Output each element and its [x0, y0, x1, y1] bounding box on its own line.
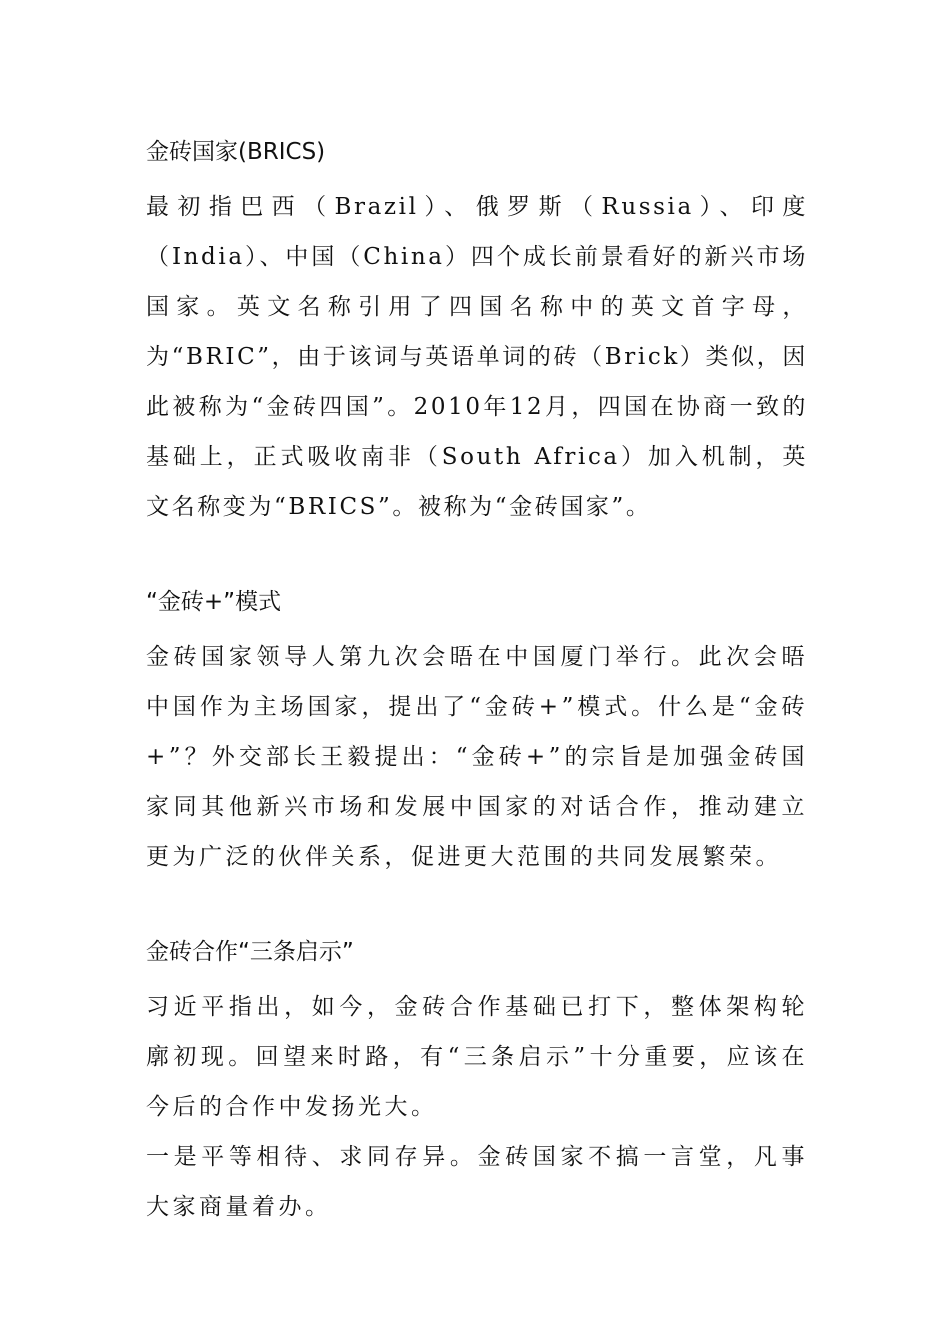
document-page: [146, 132, 808, 1232]
paragraph: 一是平等相待、求同存异。金砖国家不搞一言堂，凡事大家商量着办。: [146, 1144, 808, 1220]
section-heading: 金砖国家(BRICS): [146, 139, 326, 165]
section-brics-plus: [146, 582, 808, 882]
paragraph: 最初指巴西（Brazil）、俄罗斯（Russia）、印度（India）、中国（China）四个成长前景看好的新兴市场国家。英文名称引用了四国名称中的英文首字母，为“BRIC”，由于该词与英语单词的砖（Brick）类似，因此被称为“金砖四国”。2010年12月，四国在协商一致的基础上，正式吸收南非（South Africa）加入机制，英文名称变为“BRICS”。被称为“金砖国家”。: [146, 194, 808, 520]
paragraph: 习近平指出，如今，金砖合作基础已打下，整体架构轮廓初现。回望来时路，有“三条启示”十分重要，应该在今后的合作中发扬光大。: [146, 994, 808, 1120]
paragraph: 金砖国家领导人第九次会晤在中国厦门举行。此次会晤中国作为主场国家，提出了“金砖+”模式。什么是“金砖+”？外交部长王毅提出：“金砖+”的宗旨是加强金砖国家同其他新兴市场和发展中国家的对话合作，推动建立更为广泛的伙伴关系，促进更大范围的共同发展繁荣。: [146, 644, 808, 870]
section-heading: “金砖+”模式: [146, 589, 282, 615]
section-brics: [146, 132, 808, 532]
section-heading: 金砖合作“三条启示”: [146, 939, 354, 965]
section-three-revelations: [146, 932, 808, 1232]
